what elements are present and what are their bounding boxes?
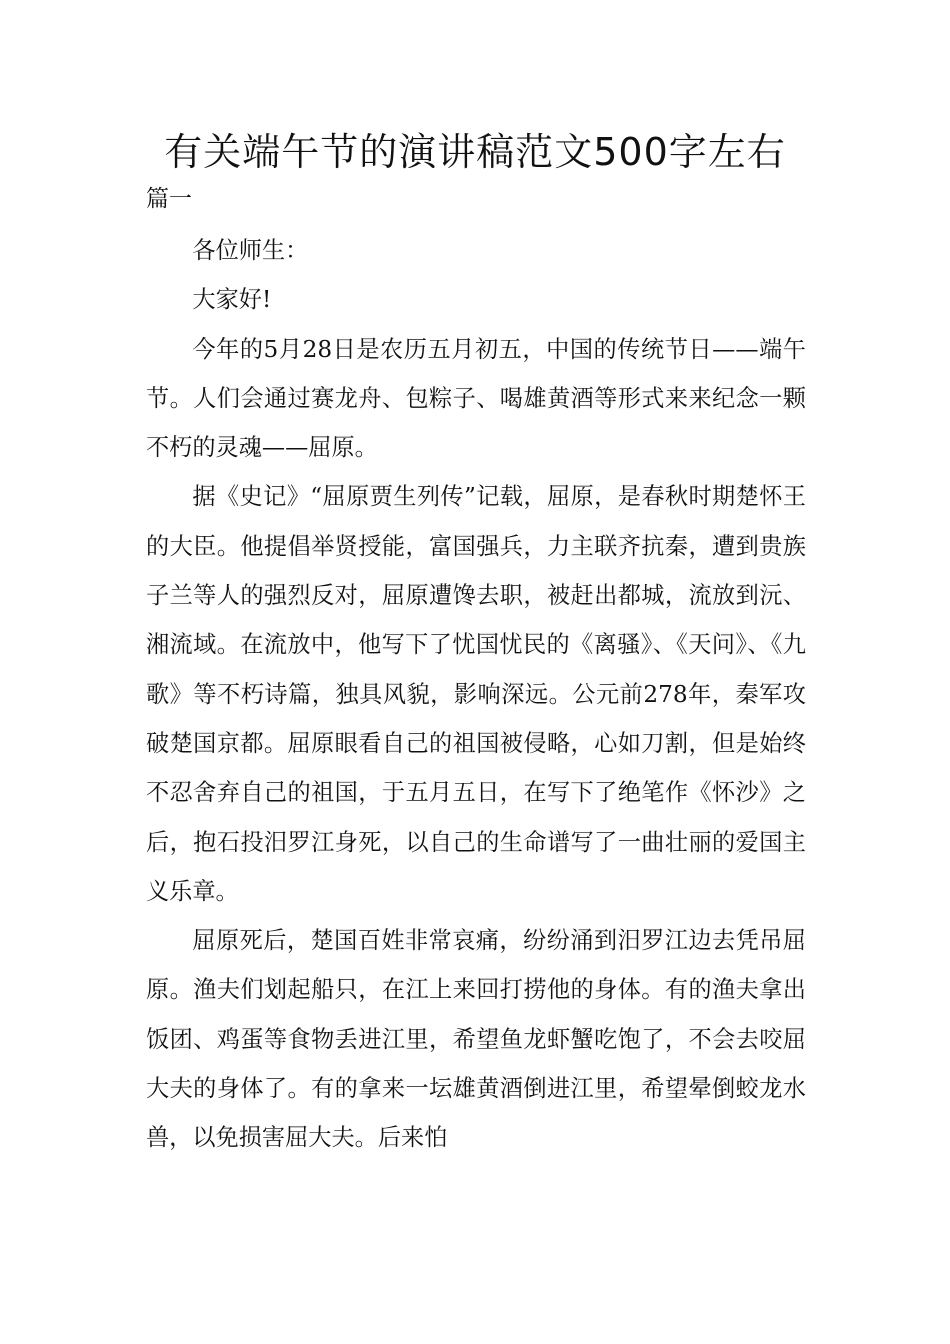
section-label: 篇一 — [146, 186, 192, 212]
paragraph-history: 据《史记》“屈原贾生列传”记载，屈原，是春秋时期楚怀王的大臣。他提倡举贤授能，富国强兵，力主联齐抗秦，遭到贵族子兰等人的强烈反对，屈原遭馋去职，被赶出都城，流放到沅、湘流域。在流放中，他写下了忧国忧民的《离骚》、《天问》、《九歌》等不朽诗篇，独具风貌，影响深远。公元前278年，秦军攻破楚国京都。屈原眼看自己的祖国被侵略，心如刀割，但是始终不忍舍弃自己的祖国，于五月五日，在写下了绝笔作《怀沙》之后，抱石投汨罗江身死，以自己的生命谱写了一曲壮丽的爱国主义乐章。 — [146, 483, 806, 905]
paragraph-intro: 今年的5月28日是农历五月初五，中国的传统节日——端午节。人们会通过赛龙舟、包粽子、喝雄黄酒等形式来来纪念一颗不朽的灵魂——屈原。 — [146, 335, 806, 462]
paragraph-mourning: 屈原死后，楚国百姓非常哀痛，纷纷涌到汨罗江边去凭吊屈原。渔夫们划起船只，在江上来回打捞他的身体。有的渔夫拿出饭团、鸡蛋等食物丢进江里，希望鱼龙虾蟹吃饱了，不会去咬屈大夫的身体了。有的拿来一坛雄黄酒倒进江里，希望晕倒蛟龙水兽，以免损害屈大夫。后来怕 — [146, 927, 806, 1152]
document-body — [146, 226, 806, 1163]
paragraph-greeting: 各位师生： — [192, 237, 309, 264]
document-title: 有关端午节的演讲稿范文500字左右 — [164, 130, 786, 174]
paragraph-hello: 大家好! — [192, 286, 272, 314]
